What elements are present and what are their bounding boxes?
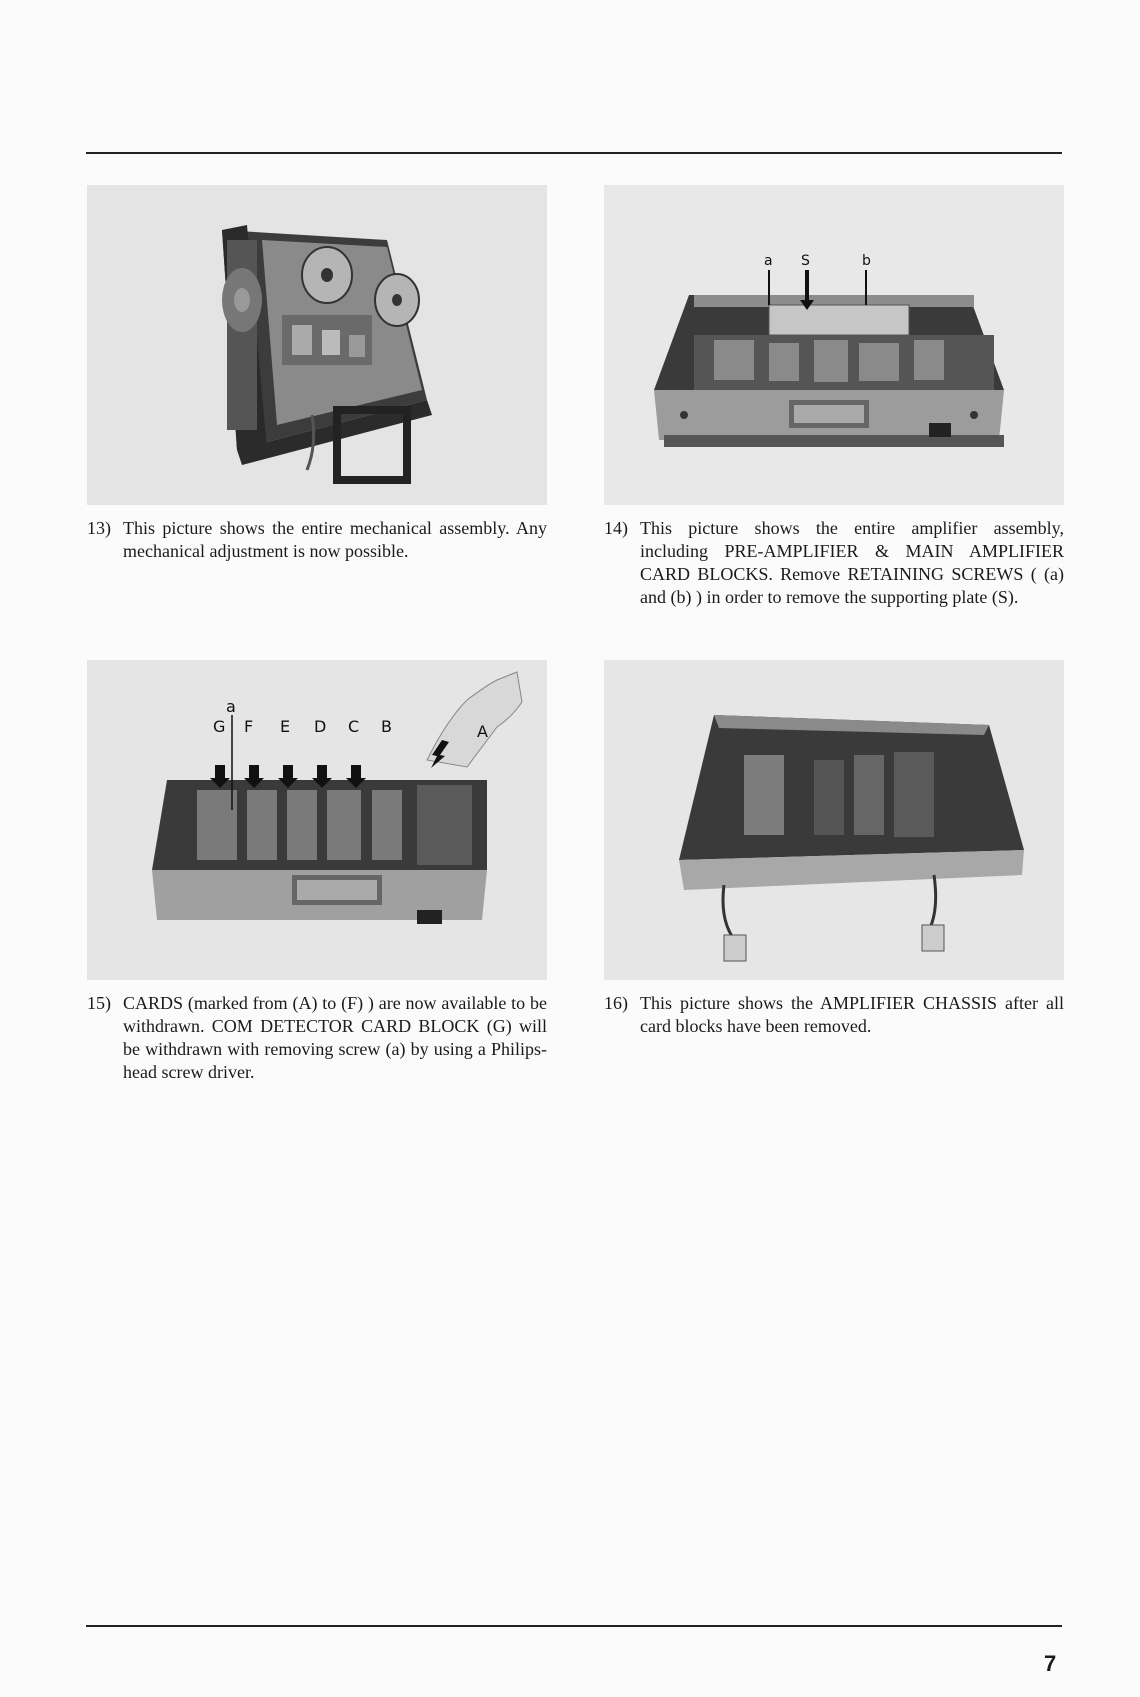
- caption-13: [87, 517, 547, 563]
- figure-16-photo: [604, 660, 1064, 980]
- label-g: G: [213, 717, 226, 736]
- label-f: F: [244, 717, 254, 736]
- caption-15-number: 15): [87, 993, 111, 1013]
- label-a: a: [226, 697, 236, 716]
- label-s: S: [801, 253, 810, 269]
- figure-14-photo: [604, 185, 1064, 505]
- caption-15-text: CARDS (marked from (A) to (F) ) are now available to be withdrawn. COM DETECTOR CARD BLOCK (G) will be withdrawn with removing screw (a) by using a Philips-head screw driver.: [123, 993, 547, 1082]
- label-e: E: [280, 717, 291, 736]
- label-c: C: [348, 717, 360, 736]
- label-b: b: [862, 253, 871, 269]
- caption-16-text: This picture shows the AMPLIFIER CHASSIS after all card blocks have been removed.: [640, 993, 1064, 1036]
- amplifier-assembly-image: [604, 185, 1064, 505]
- caption-14-text: This picture shows the entire amplifier assembly, including PRE-AMPLIFIER & MAIN AMPLIFIER CARD BLOCKS. Remove RETAINING SCREWS ( (a) and (b) ) in order to remove the supporting plate (S).: [640, 518, 1064, 607]
- label-d: D: [314, 717, 327, 736]
- label-a: a: [764, 253, 773, 269]
- figure-13-photo: [87, 185, 547, 505]
- bottom-rule: [86, 1625, 1062, 1627]
- label-b: B: [381, 717, 392, 736]
- caption-13-text: This picture shows the entire mechanical assembly. Any mechanical adjustment is now possible.: [123, 518, 547, 561]
- caption-16-number: 16): [604, 993, 628, 1013]
- caption-16: [604, 992, 1064, 1038]
- caption-13-number: 13): [87, 518, 111, 538]
- caption-15: [87, 992, 547, 1084]
- label-A: A: [477, 722, 488, 741]
- amplifier-chassis-image: [604, 660, 1064, 980]
- caption-14-number: 14): [604, 518, 628, 538]
- figure-15-photo: [87, 660, 547, 980]
- caption-14: [604, 517, 1064, 609]
- card-blocks-image: [87, 660, 547, 980]
- top-rule: [86, 152, 1062, 154]
- tape-mechanism-image: [87, 185, 547, 505]
- page-number: 7: [1044, 1651, 1057, 1676]
